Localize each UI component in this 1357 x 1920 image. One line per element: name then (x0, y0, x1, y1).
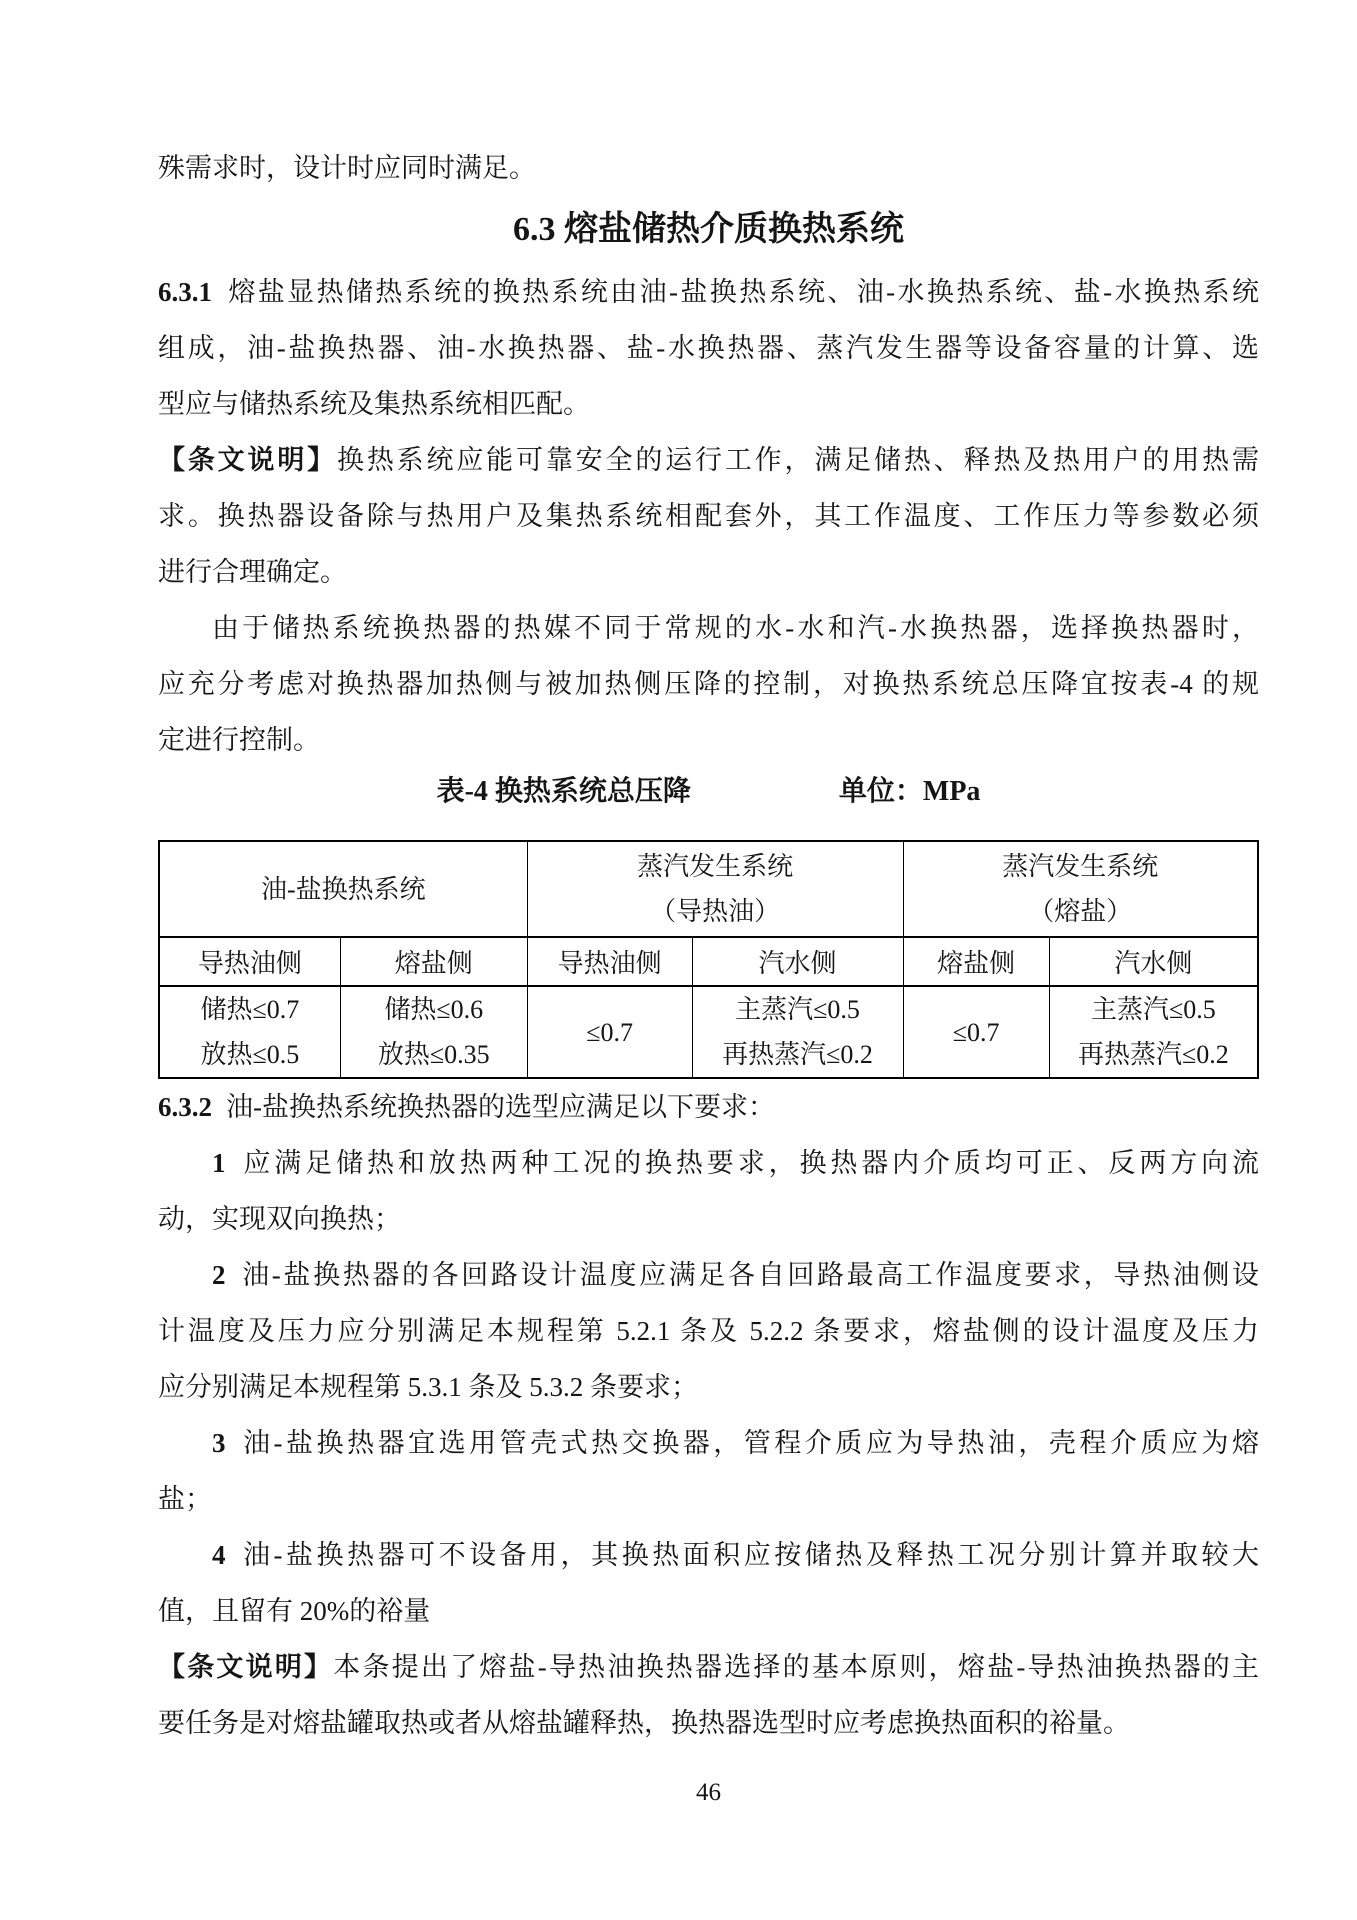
paragraph-line: 计温度及压力应分别满足本规程第 5.2.1 条及 5.2.2 条要求，熔盐侧的设计温度及压力 (158, 1316, 1259, 1346)
table-value-row (159, 986, 1258, 1078)
paragraph-line: 3 油-盐换热器宜选用管壳式热交换器，管程介质应为导热油，壳程介质应为熔 (212, 1428, 1259, 1458)
item-4-paragraph (158, 1527, 1259, 1639)
paragraph-line: 【条文说明】换热系统应能可靠安全的运行工作，满足储热、释热及热用户的用热需 (158, 445, 1259, 475)
item-2-paragraph (158, 1247, 1259, 1415)
table-subheader: 导热油侧 (527, 937, 692, 986)
paragraph-line: 定进行控制。 (158, 725, 320, 755)
table-subheader: 导热油侧 (159, 937, 340, 986)
item-number: 1 (212, 1148, 226, 1178)
table-caption-unit: 单位：MPa (838, 776, 981, 807)
item-number: 3 (212, 1428, 226, 1458)
clause-632-paragraph: 6.3.2 油-盐换热系统换热器的选型应满足以下要求： (158, 1092, 775, 1122)
table-caption-title: 表-4 换热系统总压降 (436, 776, 691, 807)
table-subheader: 汽水侧 (1049, 937, 1258, 986)
table-value-cell: ≤0.7 (903, 986, 1049, 1078)
table-group-header-steamgen-salt: 蒸汽发生系统 （熔盐） (903, 841, 1258, 937)
paragraph-line: 组成，油-盐换热器、油-水换热器、盐-水换热器、蒸汽发生器等设备容量的计算、选 (158, 333, 1259, 363)
paragraph-line: 要任务是对熔盐罐取热或者从熔盐罐释热，换热器选型时应考虑换热面积的裕量。 (158, 1708, 1130, 1738)
paragraph-line: 【条文说明】本条提出了熔盐-导热油换热器选择的基本原则，熔盐-导热油换热器的主 (158, 1652, 1259, 1682)
intro-line-text: 殊需求时，设计时应同时满足。 (158, 153, 536, 183)
table-value-cell: 主蒸汽≤0.5 再热蒸汽≤0.2 (692, 986, 903, 1078)
note-label: 【条文说明】 (158, 1652, 334, 1682)
page-number: 46 (696, 1779, 721, 1806)
item-3-paragraph (158, 1415, 1259, 1527)
table-subheader: 熔盐侧 (340, 937, 527, 986)
item-number: 2 (212, 1260, 226, 1290)
clause-631-paragraph (158, 264, 1259, 432)
reason-paragraph (158, 600, 1259, 768)
table-subheader: 熔盐侧 (903, 937, 1049, 986)
paragraph-line: 求。换热器设备除与热用户及集热系统相配套外，其工作温度、工作压力等参数必须 (158, 501, 1259, 531)
table-subheader-row (159, 937, 1258, 986)
item-number: 4 (212, 1540, 226, 1570)
paragraph-line: 由于储热系统换热器的热媒不同于常规的水-水和汽-水换热器，选择换热器时， (212, 613, 1259, 643)
paragraph-line: 动，实现双向换热； (158, 1204, 401, 1234)
table-value-cell: 储热≤0.6 放热≤0.35 (340, 986, 527, 1078)
table-group-header-row (159, 841, 1258, 937)
clause-number: 6.3.2 (158, 1092, 212, 1122)
paragraph-line: 应分别满足本规程第 5.3.1 条及 5.3.2 条要求； (158, 1372, 698, 1402)
note-paragraph-2 (158, 1639, 1259, 1751)
table-group-header-steamgen-oil: 蒸汽发生系统 （导热油） (527, 841, 903, 937)
paragraph-line: 4 油-盐换热器可不设备用，其换热面积应按储热及释热工况分别计算并取较大 (212, 1540, 1259, 1570)
paragraph-line: 值，且留有 20%的裕量 (158, 1596, 431, 1626)
pressure-drop-table (158, 840, 1259, 1079)
paragraph-line: 应充分考虑对换热器加热侧与被加热侧压降的控制，对换热系统总压降宜按表-4 的规 (158, 669, 1259, 699)
paragraph-line: 进行合理确定。 (158, 557, 347, 587)
paragraph-line: 2 油-盐换热器的各回路设计温度应满足各自回路最高工作温度要求，导热油侧设 (212, 1260, 1259, 1290)
table-caption (158, 768, 1259, 816)
section-heading: 6.3 熔盐储热介质换热系统 (513, 211, 904, 248)
item-1-paragraph (158, 1135, 1259, 1247)
paragraph-line: 型应与储热系统及集热系统相匹配。 (158, 389, 590, 419)
paragraph-line: 盐； (158, 1484, 212, 1514)
table-group-header-oil-salt: 油-盐换热系统 (159, 841, 527, 937)
paragraph-line: 1 应满足储热和放热两种工况的换热要求，换热器内介质均可正、反两方向流 (212, 1148, 1259, 1178)
table-subheader: 汽水侧 (692, 937, 903, 986)
intro-line (158, 140, 1259, 196)
table-value-cell: 主蒸汽≤0.5 再热蒸汽≤0.2 (1049, 986, 1258, 1078)
paragraph-line: 6.3.1 熔盐显热储热系统的换热系统由油-盐换热系统、油-水换热系统、盐-水换热系统 (158, 277, 1259, 307)
table-value-cell: 储热≤0.7 放热≤0.5 (159, 986, 340, 1078)
note-label: 【条文说明】 (158, 445, 337, 475)
note-paragraph-1 (158, 432, 1259, 600)
clause-number: 6.3.1 (158, 277, 212, 307)
table-value-cell: ≤0.7 (527, 986, 692, 1078)
